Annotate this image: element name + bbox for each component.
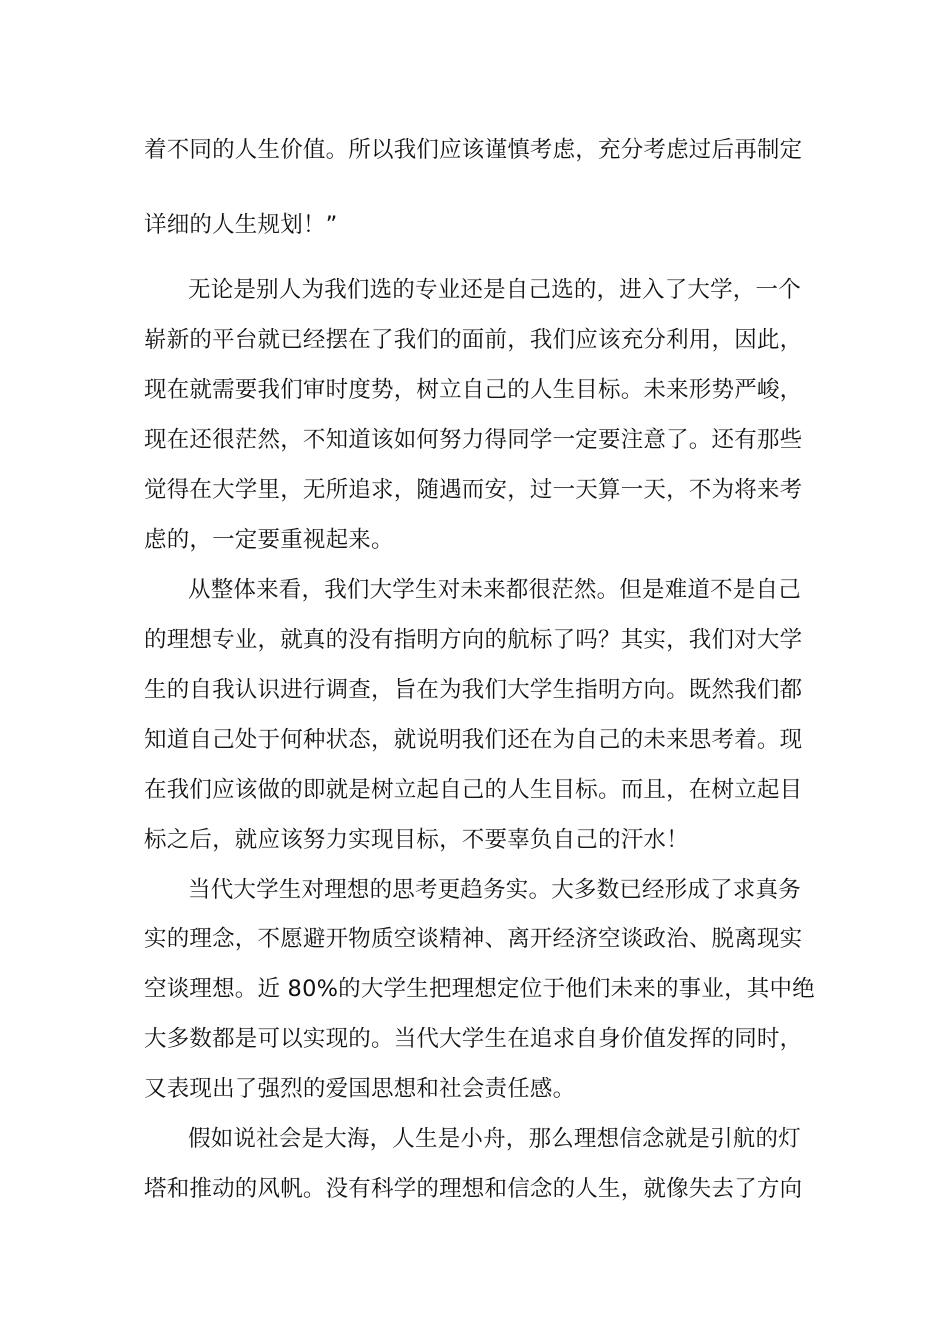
paragraph-start-line: 假如说社会是大海，人生是小舟，那么理想信念就是引航的灯 bbox=[188, 1126, 801, 1152]
paragraph-start-line: 当代大学生对理想的思考更趋务实。大多数已经形成了求真务 bbox=[188, 877, 801, 903]
text-line: 生的自我认识进行调查，旨在为我们大学生指明方向。既然我们都 bbox=[144, 677, 803, 703]
text-line: 标之后，就应该努力实现目标，不要辜负自己的汗水！ bbox=[144, 827, 689, 853]
text-line: 详细的人生规划！” bbox=[144, 212, 338, 238]
text-line: 着不同的人生价值。所以我们应该谨慎考虑，充分考虑过后再制定 bbox=[144, 137, 803, 163]
text-line: 现在还很茫然，不知道该如何努力得同学一定要注意了。还有那些 bbox=[144, 427, 803, 453]
text-line: 在我们应该做的即就是树立起自己的人生目标。而且，在树立起目 bbox=[144, 777, 803, 803]
text-line: 知道自己处于何种状态，就说明我们还在为自己的未来思考着。现 bbox=[144, 727, 803, 753]
paragraph-start-line: 无论是别人为我们选的专业还是自己选的，进入了大学，一个 bbox=[188, 277, 801, 303]
text-line: 现在就需要我们审时度势，树立自己的人生目标。未来形势严峻， bbox=[144, 377, 803, 403]
text-line: 大多数都是可以实现的。当代大学生在追求自身价值发挥的同时， bbox=[144, 1026, 803, 1052]
text-line: 实的理念，不愿避开物质空谈精神、离开经济空谈政治、脱离现实 bbox=[144, 926, 803, 952]
text-line: 崭新的平台就已经摆在了我们的面前，我们应该充分利用，因此， bbox=[144, 327, 803, 353]
text-line: 觉得在大学里，无所追求，随遇而安，过一天算一天，不为将来考 bbox=[144, 477, 803, 503]
paragraph-start-line: 从整体来看，我们大学生对未来都很茫然。但是难道不是自己 bbox=[188, 577, 801, 603]
text-line: 塔和推动的风帆。没有科学的理想和信念的人生，就像失去了方向 bbox=[144, 1176, 803, 1202]
text-line: 又表现出了强烈的爱国思想和社会责任感。 bbox=[144, 1076, 576, 1102]
text-line: 空谈理想。近 80%的大学生把理想定位于他们未来的事业，其中绝 bbox=[144, 976, 815, 1002]
text-line: 虑的，一定要重视起来。 bbox=[144, 527, 394, 553]
text-line: 的理想专业，就真的没有指明方向的航标了吗？其实，我们对大学 bbox=[144, 627, 803, 653]
